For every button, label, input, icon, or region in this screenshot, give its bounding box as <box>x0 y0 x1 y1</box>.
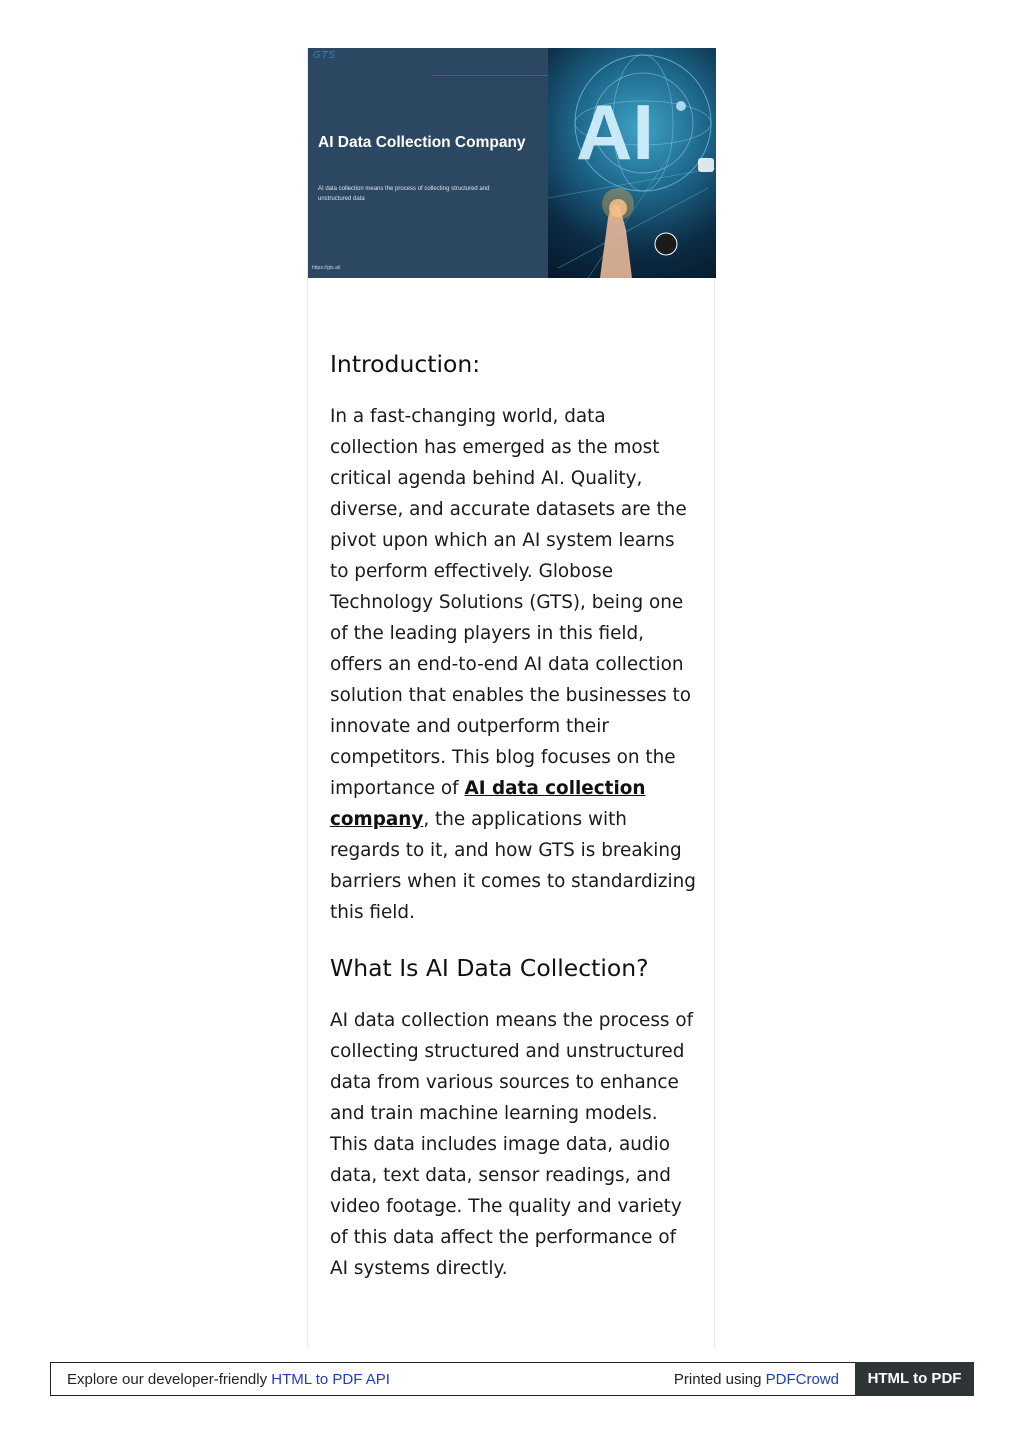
html-to-pdf-button[interactable]: HTML to PDF <box>855 1362 974 1396</box>
hero-banner-image <box>308 48 716 278</box>
what-is-paragraph: AI data collection means the process of collecting structured and unstructured data from various sources to enhance and train machine learning models. This data includes image data, audio data, text data, sensor readings, and video footage. The quality and variety of this data affect the performance of AI systems directly. <box>330 1010 694 1279</box>
intro-text-after: , the applications with regards to it, and how GTS is breaking barriers when it comes to standardizing this field. <box>330 809 696 923</box>
article-card <box>307 48 715 1348</box>
intro-heading: Introduction: <box>330 350 481 378</box>
hero-subtitle: AI data collection means the process of collecting structured and unstructured data <box>318 186 490 202</box>
hero-ai-illustration <box>548 48 716 278</box>
article-content <box>330 340 696 1284</box>
intro-paragraph <box>330 401 696 928</box>
what-is-heading: What Is AI Data Collection? <box>330 954 649 982</box>
gts-logo: GTS <box>313 50 337 61</box>
ai-data-collection-company-link[interactable]: AI data collection company <box>330 778 646 830</box>
footer-printed-text: Printed using <box>673 1371 766 1388</box>
hero-accent-line <box>432 75 550 76</box>
intro-text-before: In a fast-changing world, data collection has emerged as the most critical agenda behind AI. Quality, diverse, and accurate datasets are the pivot upon which an AI system learns to perform effectively. Globose Technology Solutions (GTS), being one of the leading players in this field, offers an end-to-end AI data collection solution that enables the businesses to innovate and outperform their competitors. This blog focuses on the importance of <box>330 406 692 799</box>
hero-title: AI Data Collection Company <box>318 134 526 151</box>
hero-url: https://gts.ai/ <box>312 265 341 271</box>
hero-text-panel <box>308 48 548 278</box>
footer-left-text <box>67 1371 390 1388</box>
footer-right-text <box>674 1371 839 1388</box>
html-to-pdf-api-link[interactable]: HTML to PDF API <box>271 1371 390 1388</box>
pdfcrowd-footer <box>50 1362 974 1396</box>
hero-ai-text: AI <box>576 88 654 176</box>
footer-explore-text: Explore our developer-friendly <box>67 1371 272 1388</box>
pdfcrowd-link[interactable]: PDFCrowd <box>765 1371 839 1388</box>
